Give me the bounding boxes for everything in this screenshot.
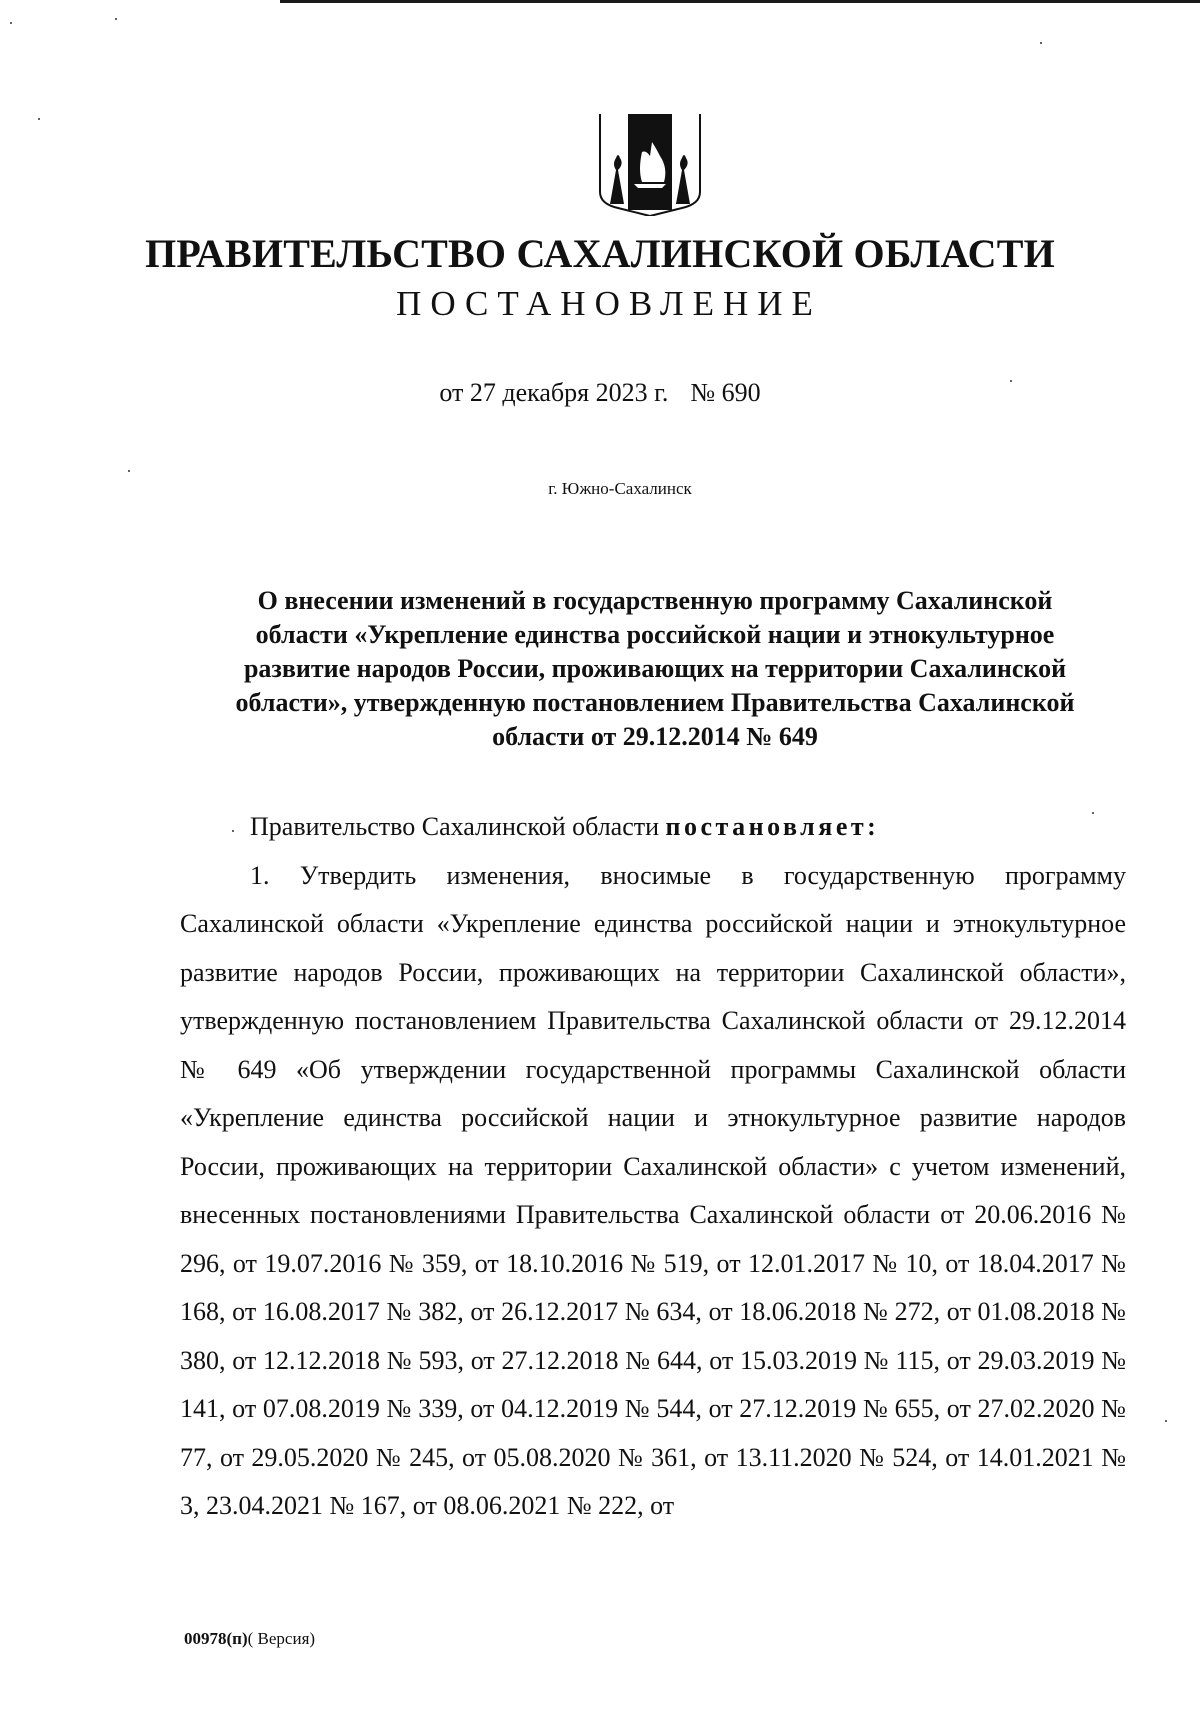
preamble-text: Правительство Сахалинской области xyxy=(250,812,660,841)
scan-speck xyxy=(38,118,40,120)
scan-speck xyxy=(10,22,12,24)
document-type: ПОСТАНОВЛЕНИЕ xyxy=(396,284,822,323)
preamble-emphasis: постановляет: xyxy=(665,812,880,841)
subject-line: развитие народов России, проживающих на территории Сахалинской xyxy=(243,654,1067,683)
document-number: № 690 xyxy=(690,378,761,407)
subject-line: области «Укрепление единства российской нации и этнокультурное xyxy=(255,620,1055,649)
document-footer xyxy=(184,1629,315,1649)
subject-line: О внесении изменений в государственную программу Сахалинской xyxy=(257,586,1053,615)
government-title: ПРАВИТЕЛЬСТВО САХАЛИНСКОЙ ОБЛАСТИ xyxy=(145,231,1055,276)
scan-top-edge xyxy=(280,0,1200,3)
clause-1: 1. Утвердить изменения, вносимые в государственную программу Сахалинской области «Укрепление единства российской нации и этнокультурное развитие народов России, проживающих на территории Сахалинской области», утвержденную постановлением Правительства Сахалинской области от 29.12.2014 № 649 «Об утверждении государственной программы Сахалинской области «Укрепление единства российской нации и этнокультурное развитие народов России, проживающих на территории Сахалинской области» с учетом изменений, внесенных постановлениями Правительства Сахалинской области от 20.06.2016 № 296, от 19.07.2016 № 359, от 18.10.2016 № 519, от 12.01.2017 № 10, от 18.04.2017 № 168, от 16.08.2017 № 382, от 26.12.2017 № 634, от 18.06.2018 № 272, от 01.08.2018 № 380, от 12.12.2018 № 593, от 27.12.2018 № 644, от 15.03.2019 № 115, от 29.03.2019 № 141, от 07.08.2019 № 339, от 04.12.2019 № 544, от 27.12.2019 № 655, от 27.02.2020 № 77, от 29.05.2020 № 245, от 05.08.2020 № 361, от 13.11.2020 № 524, от 14.01.2021 № 3, 23.04.2021 № 167, от 08.06.2021 № 222, от xyxy=(180,860,1126,1520)
subject-line: области от 29.12.2014 № 649 xyxy=(492,722,818,751)
scan-speck xyxy=(115,18,117,20)
document-subject xyxy=(200,584,1110,754)
scan-speck xyxy=(1165,1420,1167,1422)
document-city: г. Южно-Сахалинск xyxy=(548,479,692,498)
subject-line: области», утвержденную постановлением Правительства Сахалинской xyxy=(235,688,1075,717)
scan-speck xyxy=(128,470,130,472)
document-date-number xyxy=(0,378,1200,408)
preamble xyxy=(180,803,1126,852)
footer-version: ( Версия) xyxy=(247,1629,316,1648)
document-date: от 27 декабря 2023 г. xyxy=(439,378,669,407)
scan-speck xyxy=(1040,42,1042,44)
document-body xyxy=(180,803,1126,1531)
coat-of-arms-icon xyxy=(598,112,702,216)
footer-code: 00978(п) xyxy=(184,1629,248,1648)
